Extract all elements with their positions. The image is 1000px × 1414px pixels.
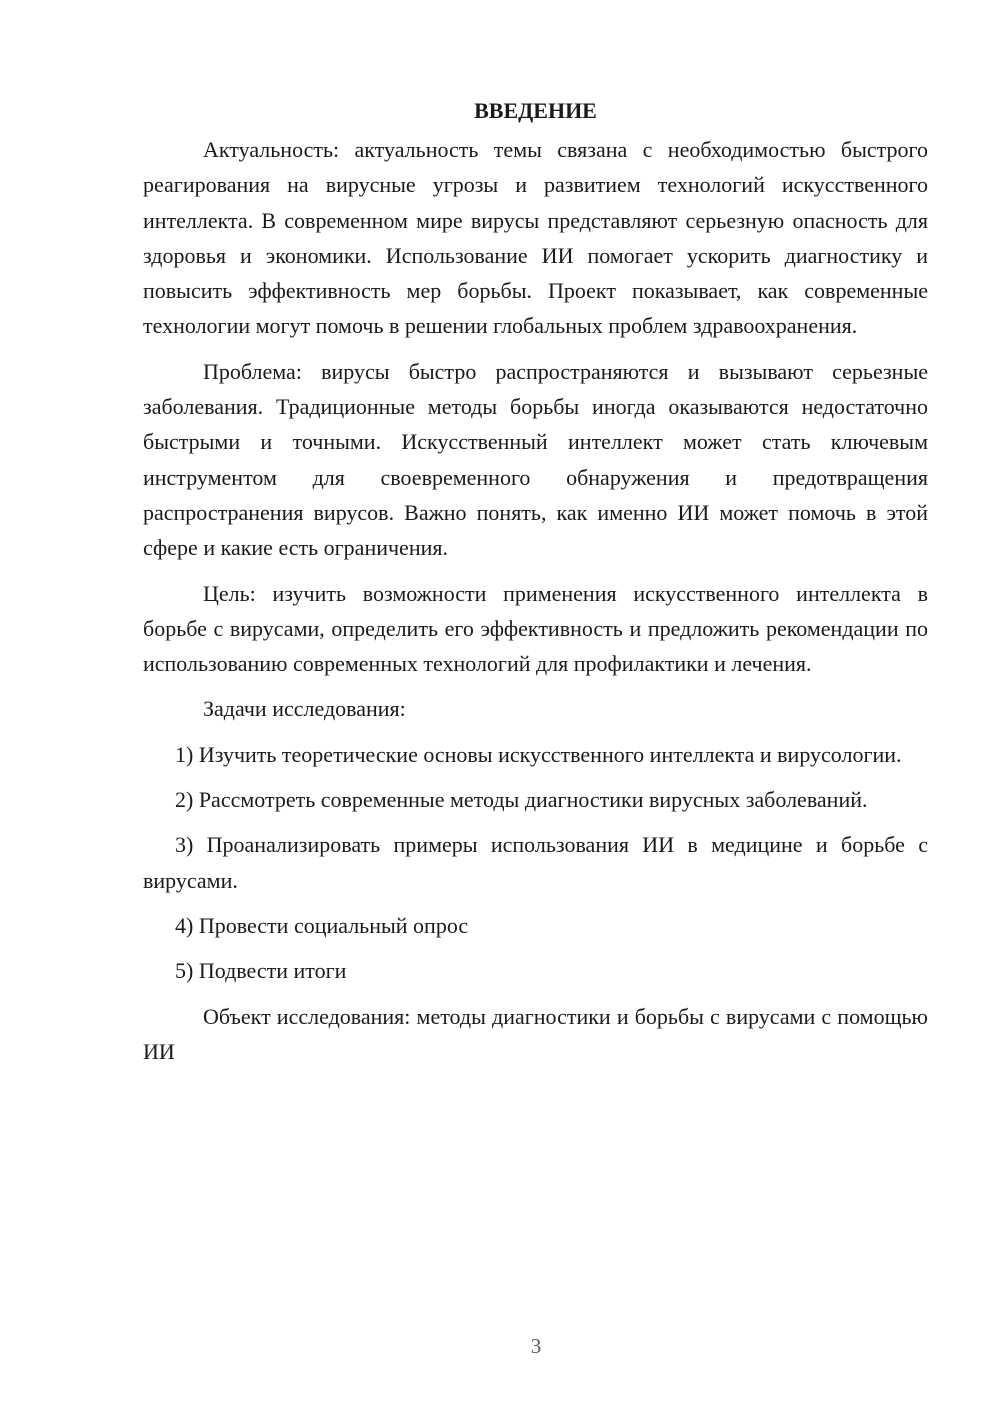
task-item-4: 4) Провести социальный опрос [175, 912, 469, 938]
task-item-1: 1) Изучить теоретические основы искусственного интеллекта и вирусологии. [175, 741, 902, 767]
task-item-3: 3) Проанализировать примеры использования ИИ в медицине и борьбе с вирусами. [143, 832, 928, 893]
paragraph-goal: Цель: изучить возможности применения искусственного интеллекта в борьбе с вирусами, определить его эффективность и предложить рекомендации по использованию современных технологий для профилактики и лечения. [143, 580, 928, 677]
page-content [143, 92, 928, 1079]
page-number: 3 [530, 1334, 542, 1358]
paragraph-tasks-intro: Задачи исследования: [203, 696, 406, 722]
paragraph-relevance: Актуальность: актуальность темы связана с необходимостью быстрого реагирования на вирусные угрозы и развитием технологий искусственного интеллекта. В современном мире вирусы представляют серьезную опасность для здоровья и экономики. Использование ИИ помогает ускорить диагностику и повысить эффективность мер борьбы. Проект показывает, как современные технологии могут помочь в решении глобальных проблем здравоохранения. [143, 137, 928, 339]
task-item-5: 5) Подвести итоги [175, 958, 347, 984]
paragraph-problem: Проблема: вирусы быстро распространяются и вызывают серьезные заболевания. Традиционные методы борьбы иногда оказываются недостаточно быстрыми и точными. Искусственный интеллект может стать ключевым инструментом для своевременного обнаружения и предотвращения распространения вирусов. Важно понять, как именно ИИ может помочь в этой сфере и какие есть ограничения. [143, 358, 928, 561]
task-item-2: 2) Рассмотреть современные методы диагностики вирусных заболеваний. [175, 787, 868, 813]
section-heading: ВВЕДЕНИЕ [474, 98, 597, 123]
paragraph-object: Объект исследования: методы диагностики и борьбы с вирусами с помощью ИИ [143, 1003, 928, 1064]
